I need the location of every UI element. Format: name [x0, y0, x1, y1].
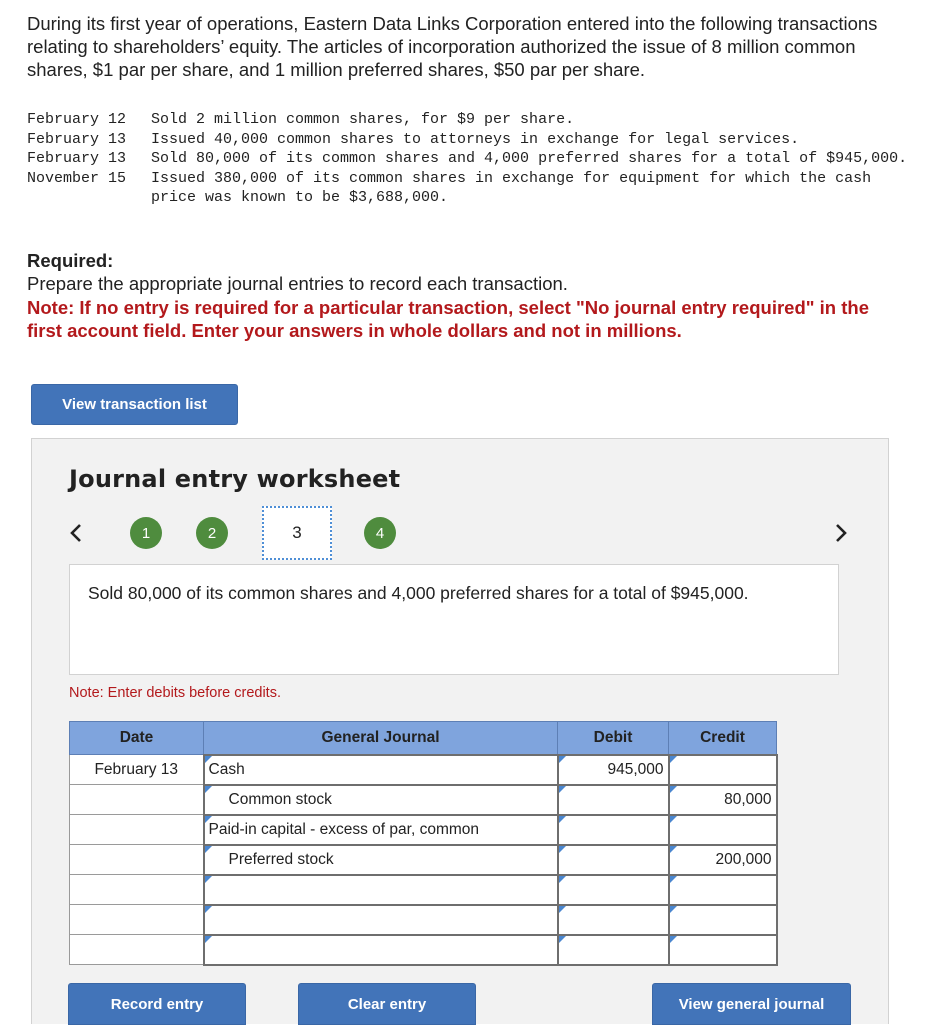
journal-entry-worksheet — [31, 438, 889, 1024]
account-field[interactable]: Paid-in capital - excess of par, common — [204, 815, 558, 845]
transaction-description: Sold 2 million common shares, for $9 per share. — [151, 111, 575, 128]
credit-field[interactable] — [669, 815, 777, 845]
credit-field[interactable] — [669, 755, 777, 785]
account-field[interactable] — [204, 905, 558, 935]
general-journal-table — [69, 721, 778, 966]
record-entry-button[interactable]: Record entry — [68, 983, 246, 1025]
account-field[interactable]: Cash — [204, 755, 558, 785]
general-journal-column-header: General Journal — [204, 722, 558, 755]
transaction-description: Sold 80,000 of its common shares and 4,000 preferred shares for a total of $945,000. — [151, 150, 908, 167]
transaction-description: Issued 40,000 common shares to attorneys in exchange for legal services. — [151, 130, 800, 148]
view-general-journal-button[interactable]: View general journal — [652, 983, 851, 1025]
date-cell[interactable] — [70, 815, 204, 845]
date-cell[interactable] — [70, 785, 204, 815]
date-cell[interactable] — [70, 875, 204, 905]
account-field[interactable]: Preferred stock — [204, 845, 558, 875]
table-row — [70, 785, 777, 815]
next-step-button[interactable] — [831, 518, 851, 548]
date-cell[interactable] — [70, 845, 204, 875]
account-field[interactable] — [204, 875, 558, 905]
table-row — [70, 875, 777, 905]
account-field[interactable]: Common stock — [204, 785, 558, 815]
credit-column-header: Credit — [669, 722, 777, 755]
credit-field[interactable] — [669, 905, 777, 935]
date-cell[interactable]: February 13 — [70, 755, 204, 785]
debit-field[interactable] — [558, 785, 669, 815]
transaction-date: February 13 — [27, 150, 127, 167]
table-row — [70, 845, 777, 875]
transaction-item — [27, 130, 911, 150]
credit-field[interactable]: 80,000 — [669, 785, 777, 815]
step-2-button[interactable]: 2 — [196, 517, 228, 549]
transaction-item — [27, 110, 911, 130]
step-4-button[interactable]: 4 — [364, 517, 396, 549]
table-row — [70, 905, 777, 935]
debit-field[interactable] — [558, 845, 669, 875]
transaction-date: November 15 — [27, 169, 127, 187]
step-3-button-current[interactable]: 3 — [262, 506, 332, 560]
transaction-list — [27, 110, 911, 208]
credit-field[interactable] — [669, 935, 777, 965]
table-row — [70, 755, 777, 785]
transaction-description: Issued 380,000 of its common shares in exchange for equipment for which the cash price was known to be $3,688,000. — [151, 169, 872, 206]
required-instructions: Prepare the appropriate journal entries to record each transaction. — [27, 273, 568, 294]
credit-field[interactable] — [669, 875, 777, 905]
debit-field[interactable]: 945,000 — [558, 755, 669, 785]
table-header-row — [70, 722, 777, 755]
transaction-item — [27, 149, 911, 169]
debit-field[interactable] — [558, 905, 669, 935]
clear-entry-button[interactable]: Clear entry — [298, 983, 476, 1025]
problem-intro: During its first year of operations, Eastern Data Links Corporation entered into the following transactions relating to shareholders’ equity. The articles of incorporation authorized the issue of 8 million common shares, $1 par per share, and 1 million preferred shares, $50 par per share. — [27, 13, 878, 80]
transaction-date: February 13 — [27, 130, 127, 148]
debit-column-header: Debit — [558, 722, 669, 755]
worksheet-title: Journal entry worksheet — [69, 465, 401, 493]
date-cell[interactable] — [70, 905, 204, 935]
debit-field[interactable] — [558, 935, 669, 965]
transaction-item — [27, 169, 911, 208]
debit-field[interactable] — [558, 815, 669, 845]
required-note: Note: If no entry is required for a particular transaction, select "No journal entry required" in the first account field. Enter your answers in whole dollars and not in millions. — [27, 297, 869, 341]
view-transaction-list-button[interactable]: View transaction list — [31, 384, 238, 425]
credit-field[interactable]: 200,000 — [669, 845, 777, 875]
table-row — [70, 935, 777, 965]
date-column-header: Date — [70, 722, 204, 755]
table-row — [70, 815, 777, 845]
date-cell[interactable] — [70, 935, 204, 965]
debit-credit-note: Note: Enter debits before credits. — [69, 685, 281, 701]
debit-field[interactable] — [558, 875, 669, 905]
step-1-button[interactable]: 1 — [130, 517, 162, 549]
required-heading: Required: — [27, 250, 114, 271]
chevron-left-icon — [69, 522, 83, 544]
chevron-right-icon — [834, 522, 848, 544]
account-field[interactable] — [204, 935, 558, 965]
transaction-date: February 12 — [27, 111, 127, 128]
transaction-description-box: Sold 80,000 of its common shares and 4,000 preferred shares for a total of $945,000. — [69, 564, 839, 675]
previous-step-button[interactable] — [66, 518, 86, 548]
